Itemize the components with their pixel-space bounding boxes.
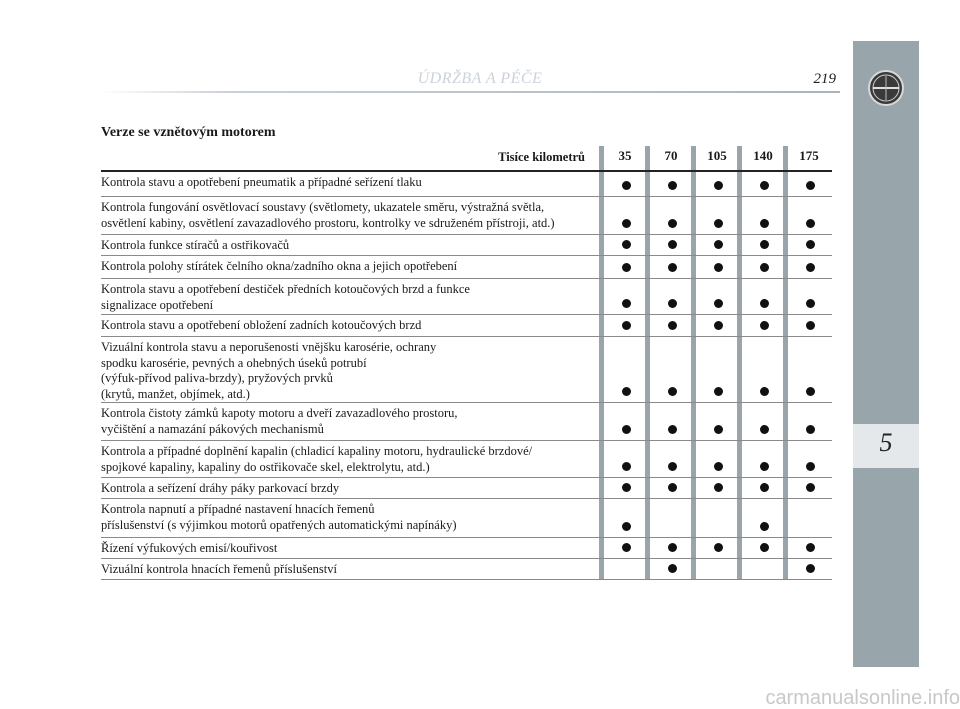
header-rule (100, 91, 840, 93)
row-description: Kontrola stavu a opotřebení pneumatik a případné seřízení tlaku (101, 175, 422, 189)
service-mark-dot (760, 263, 769, 272)
service-mark-dot (668, 181, 677, 190)
service-mark-dot (668, 263, 677, 272)
service-mark-dot (760, 299, 769, 308)
service-mark-dot (760, 181, 769, 190)
service-mark-dot (760, 462, 769, 471)
table-row (101, 315, 832, 337)
page-number: 219 (813, 71, 836, 87)
row-description: Kontrola stavu a opotřebení obložení zadních kotoučových brzd (101, 318, 422, 332)
table-row (101, 538, 832, 559)
service-mark-dot (714, 425, 723, 434)
service-mark-dot (806, 263, 815, 272)
service-mark-dot (622, 522, 631, 531)
running-header-title: ÚDRŽBA A PÉČE (417, 70, 543, 87)
row-description: Kontrola čistoty zámků kapoty motoru a dveří zavazadlového prostoru, vyčištění a namazání pákových mechanismů (101, 406, 458, 436)
service-mark-dot (806, 387, 815, 396)
service-mark-dot (714, 240, 723, 249)
table-row (101, 559, 832, 580)
service-mark-dot (622, 387, 631, 396)
service-mark-dot (668, 425, 677, 434)
service-mark-dot (668, 483, 677, 492)
section-title: Verze se vznětovým motorem (101, 125, 276, 140)
row-description: Kontrola fungování osvětlovací soustavy (světlomety, ukazatele směru, výstražná světla, osvětlení kabiny, osvětlení zavazadlového prostoru, kontrolky ve sdruženém přístroji, atd.) (101, 200, 555, 230)
row-description: Kontrola funkce stíračů a ostřikovačů (101, 238, 290, 252)
row-description: Kontrola stavu a opotřebení destiček předních kotoučových brzd a funkce signalizace opotřebení (101, 282, 470, 312)
service-mark-dot (806, 483, 815, 492)
service-mark-dot (806, 425, 815, 434)
chapter-number: 5 (879, 428, 893, 457)
table-row (101, 197, 832, 235)
row-divider (101, 579, 832, 580)
column-header-140: 140 (753, 148, 773, 163)
service-mark-dot (668, 219, 677, 228)
service-mark-dot (622, 425, 631, 434)
service-mark-dot (806, 564, 815, 573)
service-mark-dot (760, 543, 769, 552)
service-mark-dot (668, 240, 677, 249)
table-row (101, 337, 832, 403)
service-mark-dot (760, 219, 769, 228)
service-mark-dot (760, 522, 769, 531)
watermark: carmanualsonline.info (765, 687, 960, 709)
service-mark-dot (806, 181, 815, 190)
row-description: Vizuální kontrola hnacích řemenů příslušenství (101, 562, 337, 576)
service-mark-dot (806, 321, 815, 330)
table-row (101, 235, 832, 256)
service-mark-dot (668, 564, 677, 573)
service-mark-dot (714, 483, 723, 492)
table-row (101, 499, 832, 538)
service-mark-dot (622, 462, 631, 471)
service-mark-dot (622, 543, 631, 552)
table-row (101, 279, 832, 315)
service-mark-dot (714, 321, 723, 330)
service-mark-dot (622, 483, 631, 492)
service-mark-dot (760, 483, 769, 492)
service-mark-dot (668, 462, 677, 471)
table-row (101, 172, 832, 197)
service-mark-dot (806, 299, 815, 308)
service-mark-dot (760, 425, 769, 434)
service-mark-dot (806, 240, 815, 249)
service-mark-dot (668, 543, 677, 552)
table-row (101, 441, 832, 478)
lancia-logo-icon (868, 70, 904, 106)
service-mark-dot (806, 462, 815, 471)
service-mark-dot (668, 321, 677, 330)
row-description: Kontrola polohy stírátek čelního okna/zadního okna a jejich opotřebení (101, 259, 458, 273)
service-mark-dot (714, 263, 723, 272)
service-mark-dot (806, 219, 815, 228)
column-header-175: 175 (799, 148, 819, 163)
service-mark-dot (714, 387, 723, 396)
row-description: Vizuální kontrola stavu a neporušenosti vnějšku karosérie, ochrany spodku karosérie, pevných a ohebných úseků potrubí (výfuk-přívod paliva-brzdy), pryžových prvků (krytů, manžet, objímek, atd.) (101, 340, 437, 401)
service-mark-dot (760, 321, 769, 330)
service-mark-dot (668, 387, 677, 396)
service-mark-dot (622, 181, 631, 190)
row-description: Kontrola a seřízení dráhy páky parkovací brzdy (101, 481, 340, 495)
service-mark-dot (714, 219, 723, 228)
column-header-105: 105 (707, 148, 727, 163)
service-mark-dot (714, 543, 723, 552)
service-mark-dot (714, 181, 723, 190)
table-row (101, 403, 832, 441)
service-mark-dot (714, 462, 723, 471)
service-mark-dot (622, 299, 631, 308)
service-mark-dot (622, 321, 631, 330)
service-mark-dot (760, 387, 769, 396)
km-column-label: Tisíce kilometrů (498, 150, 585, 164)
service-mark-dot (714, 299, 723, 308)
table-row (101, 256, 832, 279)
service-mark-dot (668, 299, 677, 308)
chapter-sidebar (853, 41, 919, 667)
service-mark-dot (622, 219, 631, 228)
table-row (101, 478, 832, 499)
row-description: Kontrola a případné doplnění kapalin (chladicí kapaliny motoru, hydraulické brzdové/ spojkové kapaliny, kapaliny do ostřikovače skel, elektrolytu, atd.) (101, 444, 533, 474)
row-description: Kontrola napnutí a případné nastavení hnacích řemenů příslušenství (s výjimkou motorů opatřených automatickými napínáky) (101, 502, 457, 532)
column-header-70: 70 (664, 148, 678, 163)
service-mark-dot (622, 263, 631, 272)
service-mark-dot (806, 543, 815, 552)
service-mark-dot (622, 240, 631, 249)
row-description: Řízení výfukových emisí/kouřivost (101, 541, 278, 555)
service-mark-dot (760, 240, 769, 249)
column-header-35: 35 (618, 148, 632, 163)
